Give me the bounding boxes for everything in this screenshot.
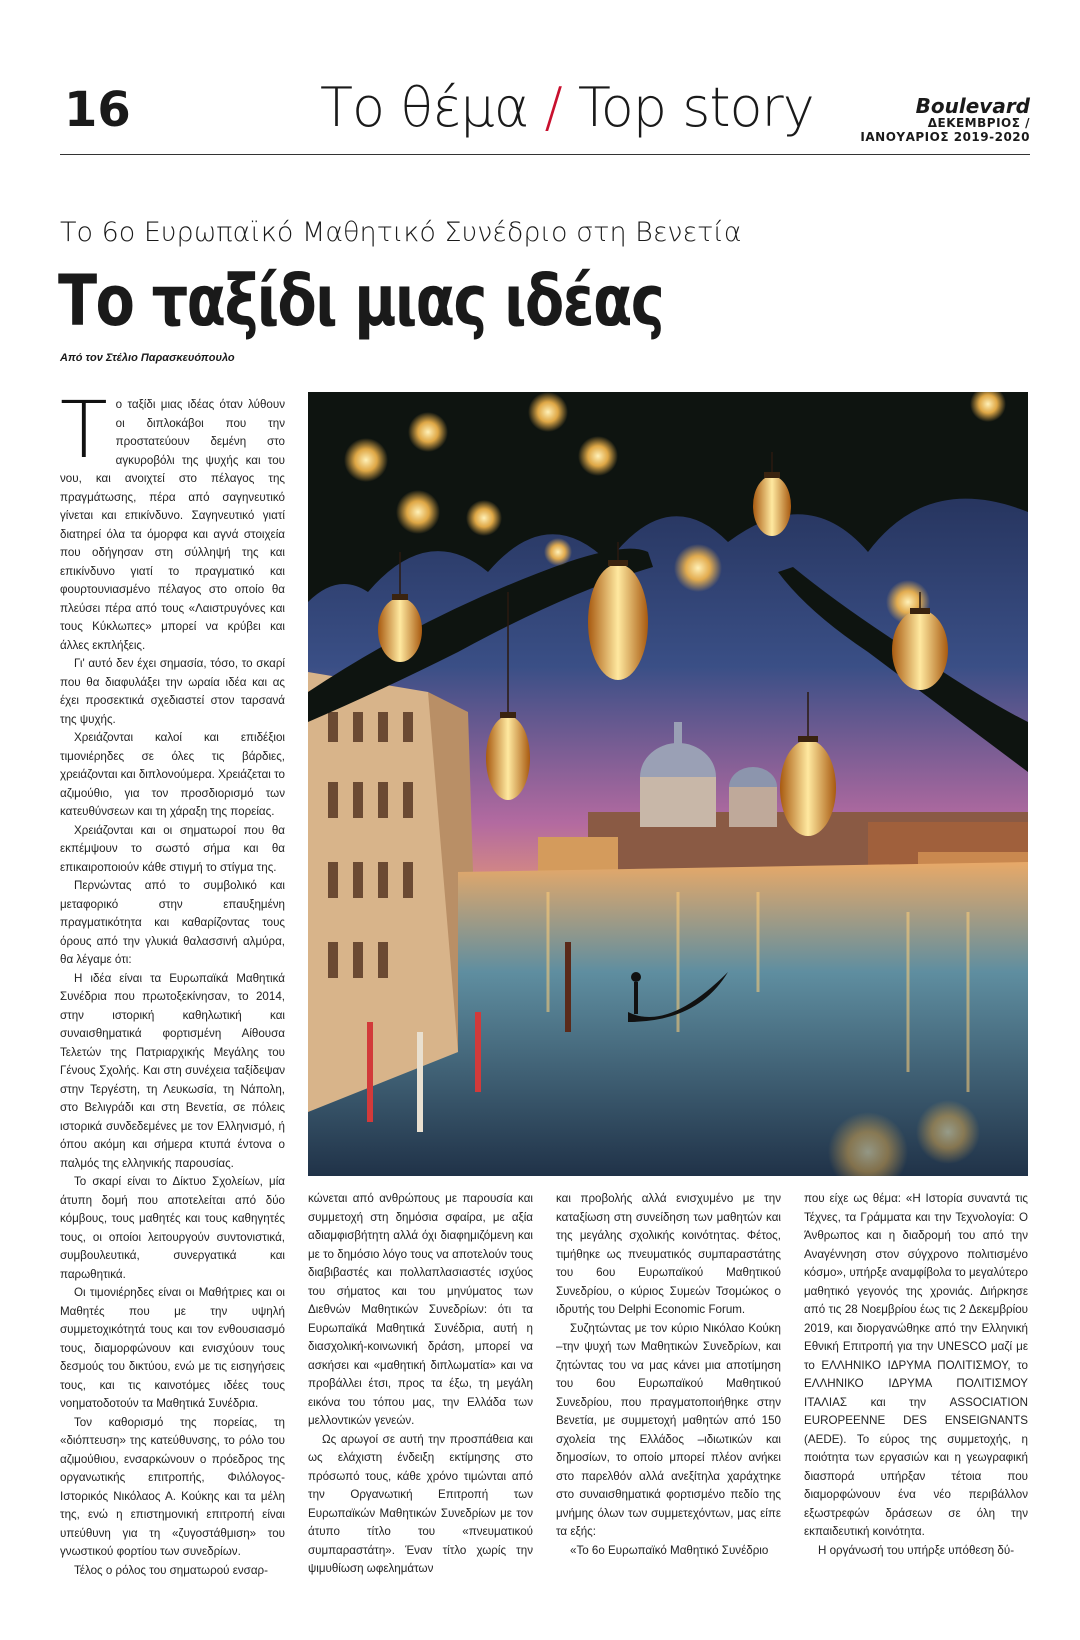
paragraph: Περνώντας από το συμβολικό και μεταφορικό στην επαυξημένη πραγματικότητα και καθαρίζοντας τους όρους από την γλυκιά θαλασσινή αλμύρα, θα λέγαμε ότι:	[60, 879, 285, 966]
article-column-1	[60, 386, 285, 1580]
paragraph: Το ταξίδι μιας ιδέας όταν λύθουν οι διπλοκάβοι που την προστατεύουν δεμένη στο αγκυροβόλι της ψυχής και του νου, και ανοιχτεί στο πέλαγος της πραγμάτωσης, πέρα από σαγηνευτικό γίνεται και επικίνδυνο. Σαγηνευτικό γιατί διατηρεί όλα τα όμορφα και αγνά στοιχεία που οδήγησαν στη σύλληψή της και επικίνδυνο γιατί το πραγματικό και φουρτουνιασμένο πέλαγος στο οποίο θα πλεύσει πέρα από τους «Λαιστρυγόνες και τους Κύκλωπες» μπορεί να κρύβει και άλλες εκπλήξεις.	[60, 386, 285, 652]
section-greek: Το θέμα	[320, 76, 529, 139]
drop-cap: Τ	[60, 386, 108, 476]
paragraph: που είχε ως θέμα: «Η Ιστορία συναντά τις Τέχνες, τα Γράμματα και την Τεχνολογία: Ο Άνθρωπος και η διαδρομή του από την Αναγέννηση στον σύγχρονο πολιτισμένο κόσμο», υπήρξε αναμφίβολα το μεγαλύτερο μαθητικό γεγονός της χρονιάς. Διήρκησε από τις 28 Νοεμβρίου έως τις 2 Δεκεμβρίου 2019, και διοργανώθηκε από την Ελληνική Εθνική Επιτροπή για την UNESCO μαζί με το ΕΛΛΗΝΙΚΟ ΙΔΡΥΜΑ ΠΟΛΙΤΙΣΜΟΥ, το ΕΛΛΗΝΙΚΟ ΙΔΡΥΜΑ ΠΟΛΙΤΙΣΜΟΥ ΙΤΑΛΙΑΣ και την ASSOCIATION EUROPEENNE DES ENSEIGNANTS (AEDE). Το εύρος της συμμετοχής, η ποιότητα των εργασιών και η γεωγραφική διασπορά υπήρξαν τέτοια που διαμορφώνουν ένα νέο περιβάλλον εξωστρεφών δράσεων σε όλη την εκπαιδευτική κοινότητα.	[804, 1192, 1028, 1538]
venice-photo	[308, 392, 1028, 1176]
paragraph: Τέλος ο ρόλος του σηματωρού ενσαρ-	[74, 1563, 268, 1577]
article-headline: Το ταξίδι μιας ιδέας	[58, 260, 664, 342]
brand-name: Boulevard	[915, 94, 1030, 118]
header-rule	[60, 154, 1030, 155]
paragraph: κώνεται από ανθρώπους με παρουσία και συμμετοχή στη δημόσια σφαίρα, με αξία αδιαμφισβήτητη αλλά όχι διαφημιζόμενη και με το δημόσιο λόγο τους να αποτελούν τους διαβιβαστές και πολλαπλασιαστές ισχύος του σήματος και του μηνύματος των Διεθνών Μαθητικών Συνεδρίων: ότι τα Ευρωπαϊκά Μαθητικά Συνέδρια, αυτή η διασχολική-κοινωνική δράση, μπορεί να ασκήσει και «μαθητική διπλωματία» και να προβάλλει έτσι, προς τα έξω, τη μεγάλη εικόνα του τόπου μας, την Ελλάδα των μελλοντικών γενεών.	[308, 1192, 533, 1427]
paragraph: Η ιδέα είναι τα Ευρωπαϊκά Μαθητικά Συνέδρια που πρωτοξεκίνησαν, το 2014, στην ιστορική καθηλωτική και συναισθηματικά φορτισμένη Αίθουσα Τελετών της Πατριαρχικής Μεγάλης του Γένους Σχολής. Και στη συνέχεια ταξίδεψαν στην Τεργέστη, τη Λευκωσία, τη Νάπολη, στο Βελιγράδι και στη Βενετία, σε πόλεις ιστορικά συνδεδεμένες με τον Ελληνισμό, ή όπου ακόμη και σήμερα κτυπά έντονα ο παλμός της ελληνικής παρουσίας.	[60, 971, 285, 1170]
page-number: 16	[64, 82, 131, 138]
issue-date-line1: ΔΕΚΕΜΒΡΙΟΣ /	[927, 116, 1030, 130]
article-column-2	[308, 1190, 533, 1579]
section-slash: /	[544, 76, 562, 139]
section-english: Top story	[577, 76, 814, 139]
paragraph: Χρειάζονται και οι σηματωροί που θα εκπέμψουν το σωστό σήμα και θα επικαιροποιούν κάθε στιγμή το στίγμα της.	[60, 823, 285, 874]
paragraph: Τον καθορισμό της πορείας, τη «διόπτευση» της κατεύθυνσης, το ρόλο του αζιμούθιου, ενσαρκώνουν ο πρόεδρος της οργανωτικής επιτροπής, Φιλόλογος-Ιστορικός Νικόλαος Α. Κούκης και τα μέλη της, ενώ η επιστημονική επιτροπή είναι υπεύθυνη για τη «ζυγοστάθμιση» του γνωστικού φορτίου των συνεδρίων.	[60, 1415, 285, 1558]
paragraph: Συζητώντας με τον κύριο Νικόλαο Κούκη –την ψυχή των Μαθητικών Συνεδρίων, και ζητώντας του να μας κάνει μια αποτίμηση του 6ου Ευρωπαϊκού Μαθητικού Συνεδρίου, που πραγματοποιήθηκε στην Βενετία, με συμμετοχή μαθητών από 150 σχολεία της Ελλάδος –ιδιωτικών και δημοσίων, το οποίο μπορεί πλέον ανήκει στο παρελθόν αλλά ανεξίτηλα χαράχτηκε στο συναισθηματικά φορτισμένο πεδίο της μνήμης όλων των συμμετεχόντων, μας είπε τα εξής:	[556, 1321, 781, 1538]
paragraph: Οι τιμονιέρηδες είναι οι Μαθήτριες και οι Μαθητές που με την υψηλή συμμετοχικότητά τους και τον ενθουσιασμό τους, διαμορφώνουν και ενισχύουν τους δεσμούς του δικτύου, ενώ με τις εισηγήσεις τους, και τις καινοτόμες ιδέες τους νοηματοδοτούν τα Μαθητικά Συνέδρια.	[60, 1286, 285, 1410]
article-kicker: Το 6ο Ευρωπαϊκό Μαθητικό Συνέδριο στη Βενετία	[60, 217, 742, 248]
article-column-4	[804, 1190, 1028, 1560]
paragraph: Ως αρωγοί σε αυτή την προσπάθεια και ως ελάχιστη ένδειξη εκτίμησης στο πρόσωπό τους, κάθε χρόνο τιμώνται από την Οργανωτική Επιτροπή των Ευρωπαϊκών Μαθητικών Συνεδρίων με τον άτυπο τίτλο του «πνευματικού συμπαραστάτη». Έναν τίτλο χωρίς την ψιμυθίωση ωφελημάτων	[308, 1432, 533, 1575]
paragraph: και προβολής αλλά ενισχυμένο με την καταξίωση στη συνείδηση των μαθητών και της μεγάλης σχολικής κοινότητας. Φέτος, τιμήθηκε ως πνευματικός συμπαραστάτης του 6ου Ευρωπαϊκού Μαθητικού Συνεδρίου, ο κύριος Συμεών Τσομώκος ο ιδρυτής του Delphi Economic Forum.	[556, 1192, 781, 1316]
issue-date-line2: ΙΑΝΟΥΑΡΙΟΣ 2019-2020	[860, 130, 1030, 144]
paragraph: Χρειάζονται καλοί και επιδέξιοι τιμονιέρηδες σε όλες τις βάρδιες, χρειάζονται και διπλονούμερα. Χρειάζεται το αζιμούθιο, για τον προσδιορισμό των κατευθύνσεων και τη χάραξη της πορείας.	[60, 731, 285, 818]
paragraph: Γι' αυτό δεν έχει σημασία, τόσο, το σκαρί που θα διαφυλάξει την ωραία ιδέα και ας έχει προσεκτικά σχεδιαστεί στον ταρσανά της ψυχής.	[60, 657, 285, 726]
paragraph: Η οργάνωσή του υπήρξε υπόθεση δύ-	[818, 1543, 1015, 1557]
article-column-3	[556, 1190, 781, 1560]
paragraph: Το σκαρί είναι το Δίκτυο Σχολείων, μία άτυπη δομή που αποτελείται από δύο κόμβους, τους μαθητές και τους καθηγητές τους, οι οποίοι λειτουργούν συντονιστικά, συμβουλευτικά, συνεργατικά και παρωθητικά.	[60, 1175, 285, 1281]
article-byline: Από τον Στέλιο Παρασκευόπουλο	[60, 352, 235, 364]
paragraph: «Το 6ο Ευρωπαϊκό Μαθητικό Συνέδριο	[570, 1543, 769, 1557]
masthead	[860, 96, 1030, 144]
section-title	[320, 76, 814, 140]
